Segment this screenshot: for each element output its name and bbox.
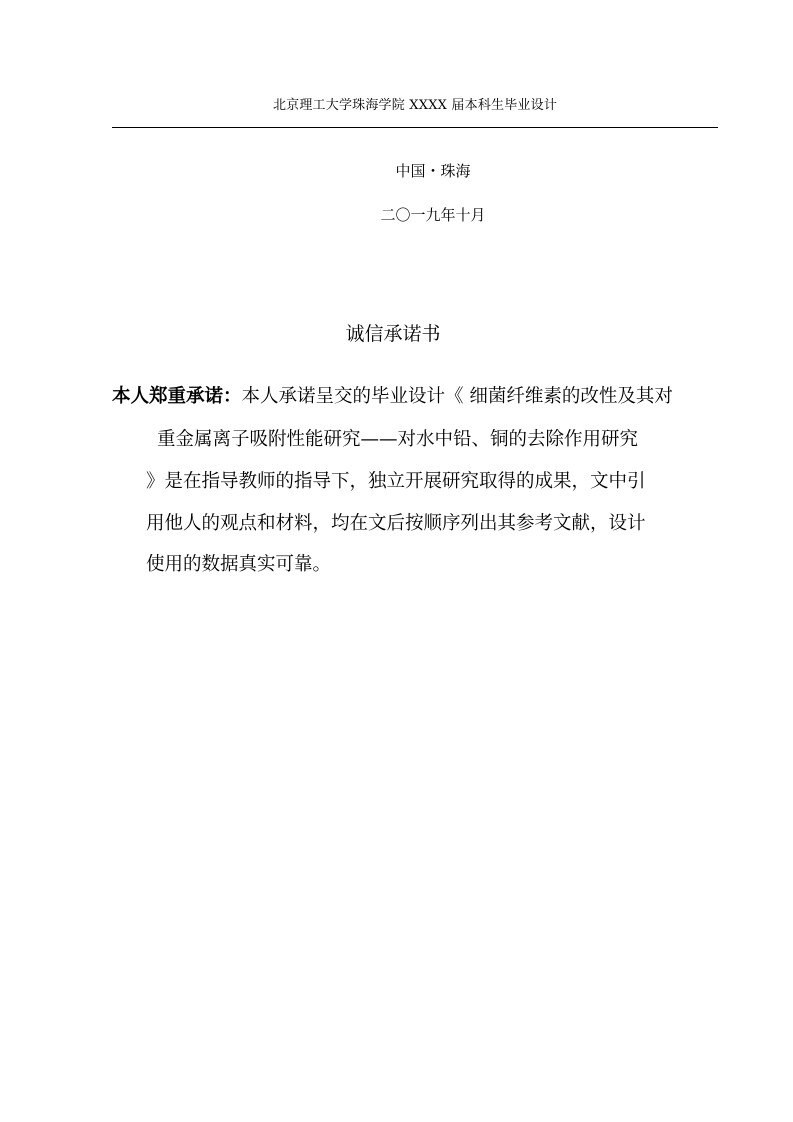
pledge-line-3: 》是在指导教师的指导下，独立开展研究取得的成果，文中引: [146, 471, 646, 492]
running-header: 北京理工大学珠海学院 XXXX 届本科生毕业设计: [272, 98, 558, 113]
pledge-title: 诚信承诺书: [345, 323, 441, 345]
pledge-line-2: 重金属离子吸附性能研究——对水中铅、铜的去除作用研究: [157, 429, 639, 450]
pledge-line-1-text: 本人承诺呈交的毕业设计《 细菌纤维素的改性及其对: [241, 386, 673, 407]
pledge-line-4: 用他人的观点和材料，均在文后按顺序列出其参考文献，设计: [146, 513, 646, 534]
cover-date: 二〇一九年十月: [380, 206, 486, 224]
pledge-lead: 本人郑重承诺：: [112, 386, 242, 407]
pledge-line-1: [112, 385, 673, 409]
pledge-line-5: 使用的数据真实可靠。: [146, 554, 332, 575]
header-rule: [112, 127, 718, 128]
cover-location: 中国・珠海: [395, 162, 471, 180]
